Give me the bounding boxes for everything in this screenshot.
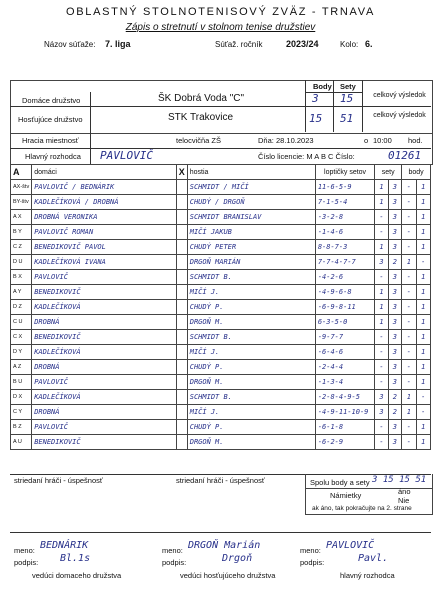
away-sets-won: 3 [388,285,401,300]
table-row [11,255,431,270]
home-player: BENEDIKOVIČ [32,285,177,300]
table-row [11,345,431,360]
away-sets: 51 [340,112,354,125]
match-code: B Y [11,225,32,240]
home-points-won: - [402,270,416,285]
away-points-won: 1 [416,225,430,240]
col-set-detail: loptičky setov [315,165,374,180]
away-player: SCHMIDT BRANISLAV [187,210,315,225]
home-team-name: ŠK Dobrá Voda "C" [158,93,245,104]
away-player: CHUDÝ P. [187,360,315,375]
away-player: DRGOŇ M. [187,375,315,390]
set-scores: -6-1-8 [315,420,374,435]
home-leader-signature: Bl.1s [60,553,91,564]
home-player: KADLEČÍKOVÁ IVANA [32,255,177,270]
subs-home-label: striedaní hráči - úspešnosť [14,476,103,485]
away-leader-caption: vedúci hosťujúceho družstva [180,571,276,580]
away-sets-won: 2 [388,405,401,420]
license-label: Číslo licencie: M A B C Číslo: [258,152,355,161]
table-row [11,375,431,390]
home-sets-won: 1 [375,240,388,255]
home-sets-won: - [375,420,388,435]
time-suffix: hod. [408,136,423,145]
home-points-won: - [402,210,416,225]
home-sets-won: 1 [375,300,388,315]
match-code: C X [11,330,32,345]
away-points-won: 1 [416,180,430,195]
home-player: DROBNÁ [32,360,177,375]
home-leader-name-label: meno: [14,546,35,555]
home-player: BENEDIKOVIČ PAVOL [32,240,177,255]
table-row [11,390,431,405]
date-label: Dňa: [258,136,274,145]
col-away: hostia [187,165,315,180]
set-scores: -2-4-4 [315,360,374,375]
col-sets: sety [375,165,402,180]
table-row [11,225,431,240]
x-marker [176,255,187,270]
subs-away-label: striedaní hráči - úspešnosť [176,476,265,485]
home-points-won: - [402,345,416,360]
x-marker [176,405,187,420]
total-label: Spolu body a sety [310,478,370,487]
table-row [11,405,431,420]
teams-box [10,80,433,134]
home-points-won: - [402,360,416,375]
home-sets-won: - [375,225,388,240]
away-player: MIČÍ J. [187,405,315,420]
home-sets-won: - [375,435,388,450]
home-sets-won: 3 [375,390,388,405]
away-points-won: 1 [416,240,430,255]
away-points: 15 [309,112,323,125]
home-sets-won: - [375,375,388,390]
home-points: 3 [312,92,319,105]
table-row [11,240,431,255]
home-sets-won: 3 [375,255,388,270]
x-marker [176,315,187,330]
home-sets-won: 1 [375,180,388,195]
set-scores: -9-7-7 [315,330,374,345]
home-player: KADLEČÍKOVÁ [32,345,177,360]
away-player: CHUDÝ / DRGOŇ [187,195,315,210]
home-sets-won: - [375,270,388,285]
league-label: Názov súťaže: [44,40,96,49]
home-points-won: - [402,300,416,315]
away-points-won: 1 [416,270,430,285]
overall-label-home: celkový výsledok [373,92,426,99]
away-sets-won: 3 [388,345,401,360]
season-label: Súťaž. ročník [215,40,263,49]
home-points-won: - [402,195,416,210]
notes-no: Nie [398,496,410,505]
away-sets-won: 2 [388,255,401,270]
away-sets-won: 3 [388,210,401,225]
col-home: domáci [32,165,177,180]
set-scores: 6-3-5-0 [315,315,374,330]
away-points-won: 1 [416,375,430,390]
home-sets-won: - [375,345,388,360]
away-sets-won: 3 [388,420,401,435]
match-code: A Z [11,360,32,375]
home-sets-won: - [375,360,388,375]
away-points-won: 1 [416,315,430,330]
set-scores: -4-2-6 [315,270,374,285]
x-marker [176,210,187,225]
x-marker [176,195,187,210]
home-player: BENEDIKOVIČ [32,435,177,450]
away-points-won: 1 [416,435,430,450]
total-value: 3 15 15 51 [372,475,427,485]
away-points-won: 1 [416,300,430,315]
referee-sign-label: podpis: [300,558,325,567]
x-marker [176,345,187,360]
x-marker [176,270,187,285]
away-sets-won: 3 [388,225,401,240]
x-marker [176,300,187,315]
home-player: PAVLOVIČ / BEDNÁRIK [32,180,177,195]
home-sets-won: 1 [375,195,388,210]
set-scores: -1-3-4 [315,375,374,390]
home-player: KADLEČÍKOVÁ [32,300,177,315]
away-points-won: 1 [416,210,430,225]
home-leader-sign-label: podpis: [14,558,39,567]
home-points-won: - [402,180,416,195]
away-sets-won: 3 [388,360,401,375]
col-a: A [11,165,32,180]
referee-label: Hlavný rozhodca [25,152,81,161]
away-player: CHUDÝ P. [187,420,315,435]
match-code: D U [11,255,32,270]
table-row [11,270,431,285]
set-scores: -6-2-9 [315,435,374,450]
home-points-won: - [402,315,416,330]
home-points-won: - [402,375,416,390]
away-points-won: 1 [416,330,430,345]
set-scores: -4-9-11-10-9 [315,405,374,420]
table-row [11,180,431,195]
home-points-won: 1 [402,390,416,405]
referee-name-label: meno: [300,546,321,555]
away-sets-won: 3 [388,330,401,345]
referee-name: PAVLOVIČ [100,149,153,162]
x-marker [176,180,187,195]
away-sets-won: 3 [388,195,401,210]
referee-footer-name: PAVLOVIČ [326,540,375,551]
home-player: PAVLOVIČ [32,420,177,435]
home-sets-won: - [375,330,388,345]
table-row [11,420,431,435]
home-player: DROBNÁ [32,315,177,330]
x-marker [176,390,187,405]
license-number: 01261 [388,149,422,162]
table-row [11,315,431,330]
league-value: 7. liga [105,39,131,49]
match-code: B U [11,375,32,390]
notes-continue: ak áno, tak pokračujte na 2. strane [312,505,412,512]
away-player: MIČÍ J. [187,285,315,300]
table-row [11,360,431,375]
venue-value: telocvičňa ZŠ [176,136,222,145]
set-scores: -2-8-4-9-5 [315,390,374,405]
home-player: PAVLOVIČ [32,375,177,390]
sety-label: Sety [340,82,356,91]
x-marker [176,330,187,345]
away-player: SCHMIDT / MIČÍ [187,180,315,195]
x-marker [176,420,187,435]
home-points-won: - [402,225,416,240]
home-player: KADLEČÍKOVÁ [32,390,177,405]
date-value: 28.10.2023 [276,136,314,145]
x-marker [176,240,187,255]
away-sets-won: 3 [388,180,401,195]
match-code: C Z [11,240,32,255]
match-code: D Z [11,300,32,315]
home-leader-name: BEDNÁRIK [40,540,89,551]
x-marker [176,285,187,300]
away-team-name: STK Trakovice [168,112,234,123]
col-points: body [402,165,431,180]
home-sets: 15 [340,92,354,105]
away-points-won: - [416,255,430,270]
home-points-won: - [402,330,416,345]
match-code: D X [11,390,32,405]
match-code: A X [11,210,32,225]
home-player: KADLEČÍKOVÁ / DROBNÁ [32,195,177,210]
away-sets-won: 3 [388,435,401,450]
away-leader-signature: Drgoň [222,553,253,564]
set-scores: 7-1-5-4 [315,195,374,210]
home-sets-won: 3 [375,405,388,420]
match-code: C U [11,315,32,330]
away-points-won: - [416,390,430,405]
set-scores: 7-7-4-7-7 [315,255,374,270]
table-row [11,285,431,300]
home-player: BENEDIKOVIČ [32,330,177,345]
table-row [11,300,431,315]
x-marker [176,360,187,375]
home-points-won: 1 [402,405,416,420]
away-points-won: 1 [416,360,430,375]
round-value: 6. [365,39,373,49]
away-player: CHUDÝ PETER [187,240,315,255]
home-player: PAVLOVIČ [32,270,177,285]
home-player: DROBNÁ VERONIKA [32,210,177,225]
org-title: OBLASTNÝ STOLNOTENISOVÝ ZVÄZ - TRNAVA [65,6,376,18]
x-marker [176,435,187,450]
away-player: SCHMIDT B. [187,390,315,405]
match-code: A Y [11,285,32,300]
set-scores: -3-2-8 [315,210,374,225]
away-player: SCHMIDT B. [187,270,315,285]
home-points-won: - [402,240,416,255]
x-marker [176,225,187,240]
away-points-won: 1 [416,285,430,300]
match-code: B X [11,270,32,285]
set-scores: -4-9-6-8 [315,285,374,300]
match-code: AX-štv [11,180,32,195]
table-row [11,195,431,210]
table-row [11,210,431,225]
away-sets-won: 2 [388,390,401,405]
set-scores: 8-8-7-3 [315,240,374,255]
overall-label-away: celkový výsledok [373,112,426,119]
match-code: D Y [11,345,32,360]
match-code: B Z [11,420,32,435]
body-label: Body [313,82,332,91]
home-sets-won: 1 [375,315,388,330]
time-value: 10:00 [373,136,392,145]
away-player: DRGOŇ M. [187,315,315,330]
home-player: PAVLOVIČ ROMAN [32,225,177,240]
home-sets-won: - [375,210,388,225]
away-points-won: 1 [416,195,430,210]
away-team-label: Hosťujúce družstvo [18,115,83,124]
away-sets-won: 3 [388,375,401,390]
home-sets-won: 1 [375,285,388,300]
venue-label: Hracia miestnosť [22,136,79,145]
away-player: SCHMIDT B. [187,330,315,345]
x-marker [176,375,187,390]
set-scores: -6-9-8-11 [315,300,374,315]
col-x: X [176,165,187,180]
home-team-label: Domáce družstvo [22,96,81,105]
away-player: DRGOŇ M. [187,435,315,450]
table-row [11,330,431,345]
away-sets-won: 3 [388,270,401,285]
away-points-won: - [416,405,430,420]
form-subtitle: Zápis o stretnutí v stolnom tenise družstiev [125,22,316,33]
away-leader-name: DRGOŇ Marián [188,540,261,551]
away-sets-won: 3 [388,315,401,330]
time-prefix: o [364,136,369,145]
table-row [11,435,431,450]
set-scores: -1-4-6 [315,225,374,240]
home-points-won: - [402,420,416,435]
referee-caption: hlavný rozhodca [340,571,395,580]
away-player: MIČÍ J. [187,345,315,360]
away-leader-sign-label: podpis: [162,558,187,567]
home-points-won: - [402,285,416,300]
home-points-won: 1 [402,255,416,270]
match-code: A U [11,435,32,450]
away-leader-name-label: meno: [162,546,183,555]
away-sets-won: 3 [388,300,401,315]
away-player: DRGOŇ MARIÁN [187,255,315,270]
away-points-won: 1 [416,420,430,435]
round-label: Kolo: [340,40,359,49]
away-points-won: 1 [416,345,430,360]
match-code: BY-štv [11,195,32,210]
match-code: C Y [11,405,32,420]
season-value: 2023/24 [286,39,319,49]
home-points-won: - [402,435,416,450]
away-sets-won: 3 [388,240,401,255]
set-scores: -6-4-6 [315,345,374,360]
home-player: DROBNÁ [32,405,177,420]
matches-table [10,164,431,450]
referee-signature: Pavl. [358,553,389,564]
away-player: CHUDÝ P. [187,300,315,315]
away-player: MIČÍ JAKUB [187,225,315,240]
set-scores: 11-6-5-9 [315,180,374,195]
notes-yes: áno [398,487,411,496]
notes-label: Námietky [330,491,362,500]
home-leader-caption: vedúci domaceho družstva [32,571,122,580]
